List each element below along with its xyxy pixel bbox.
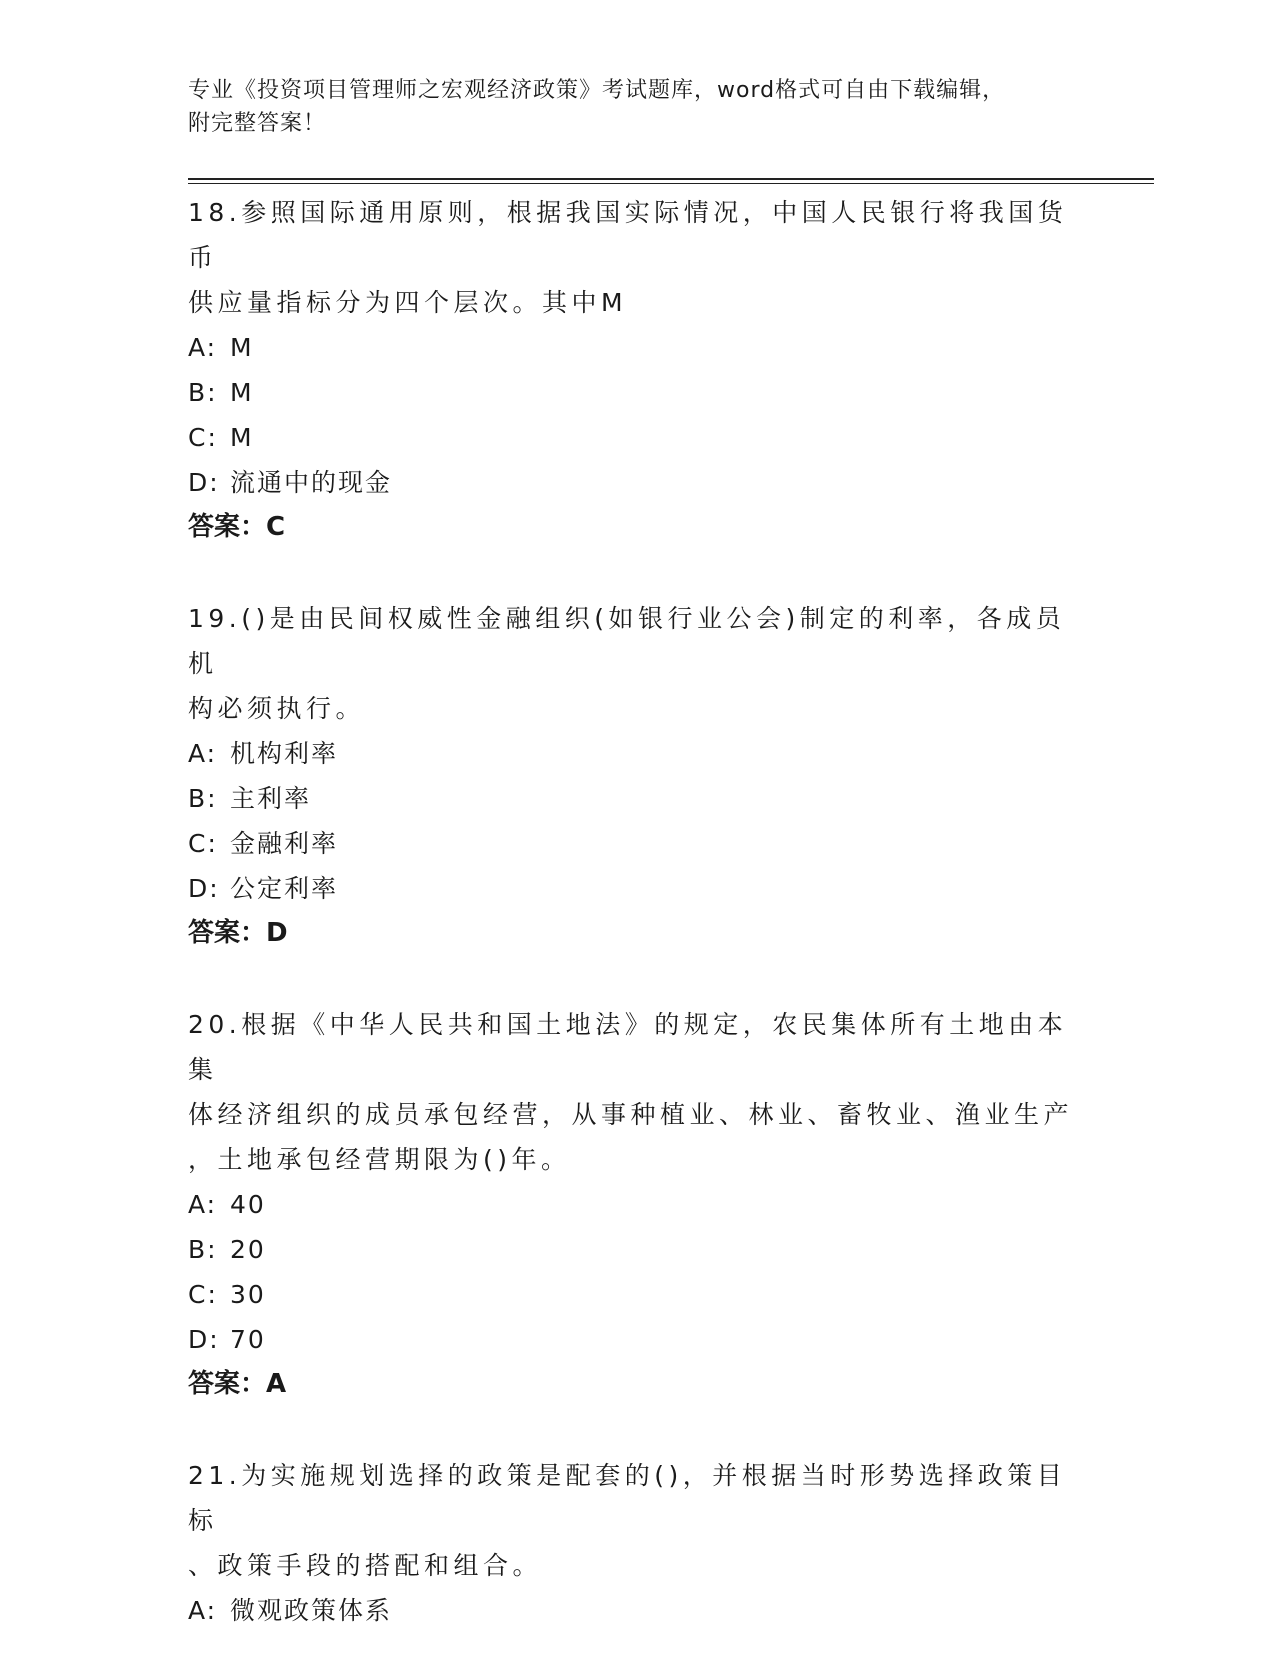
option-text: 20 [230, 1235, 266, 1264]
document-header [188, 74, 1088, 140]
question-20 [188, 1002, 1088, 1407]
option-letter: D: [188, 874, 220, 903]
option-text: 主利率 [230, 784, 312, 813]
option-text: 金融利率 [230, 829, 339, 858]
option-letter: A: [188, 333, 218, 362]
option-text: 微观政策体系 [230, 1596, 393, 1625]
option-letter: D: [188, 468, 220, 497]
option-b [188, 370, 1088, 415]
option-letter: A: [188, 739, 218, 768]
option-letter: A: [188, 1596, 218, 1625]
option-text: 机构利率 [230, 739, 339, 768]
option-a [188, 731, 1088, 776]
answer-label: 答案：C [188, 512, 286, 542]
option-text: M [230, 423, 254, 452]
option-letter: C: [188, 1280, 218, 1309]
question-text-line: 供应量指标分为四个层次。其中M [188, 288, 628, 317]
header-title-line-2: 附完整答案！ [188, 111, 327, 136]
question-list [188, 190, 1088, 1679]
option-d [188, 1317, 1088, 1362]
option-text: 流通中的现金 [230, 468, 393, 497]
header-divider-thick [188, 178, 1154, 180]
option-d [188, 866, 1088, 911]
option-letter: C: [188, 829, 218, 858]
option-c [188, 821, 1088, 866]
option-text: M [230, 333, 254, 362]
header-title-line-1: 专业《投资项目管理师之宏观经济政策》考试题库，word格式可自由下载编辑， [188, 78, 1006, 103]
option-d [188, 460, 1088, 505]
question-18 [188, 190, 1088, 550]
option-text: 40 [230, 1190, 266, 1219]
question-19 [188, 596, 1088, 956]
option-text: 30 [230, 1280, 266, 1309]
option-text: 公定利率 [230, 874, 339, 903]
option-letter: C: [188, 423, 218, 452]
question-text-line: 20.根据《中华人民共和国土地法》的规定，农民集体所有土地由本集 [188, 1010, 1068, 1084]
option-letter: B: [188, 1235, 218, 1264]
question-text-line: 、政策手段的搭配和组合。 [188, 1551, 543, 1580]
option-a [188, 1588, 1088, 1633]
option-letter: B: [188, 784, 218, 813]
option-a [188, 325, 1088, 370]
option-letter: D: [188, 1325, 220, 1354]
question-text-line: ，土地承包经营期限为()年。 [188, 1145, 571, 1174]
question-text-line: 19.()是由民间权威性金融组织(如银行业公会)制定的利率，各成员机 [188, 604, 1066, 678]
option-b [188, 1227, 1088, 1272]
option-c [188, 415, 1088, 460]
option-a [188, 1182, 1088, 1227]
question-21 [188, 1453, 1088, 1633]
header-divider-thin [188, 183, 1154, 184]
answer-label: 答案：A [188, 1369, 287, 1399]
question-text-line: 构必须执行。 [188, 694, 366, 723]
option-text: 70 [230, 1325, 266, 1354]
option-c [188, 1272, 1088, 1317]
answer-label: 答案：D [188, 918, 288, 948]
question-text-line: 体经济组织的成员承包经营，从事种植业、林业、畜牧业、渔业生产 [188, 1100, 1074, 1129]
option-text: M [230, 378, 254, 407]
option-letter: B: [188, 378, 218, 407]
question-text-line: 18.参照国际通用原则，根据我国实际情况，中国人民银行将我国货币 [188, 198, 1068, 272]
option-letter: A: [188, 1190, 218, 1219]
option-b [188, 776, 1088, 821]
question-text-line: 21.为实施规划选择的政策是配套的()，并根据当时形势选择政策目标 [188, 1461, 1067, 1535]
